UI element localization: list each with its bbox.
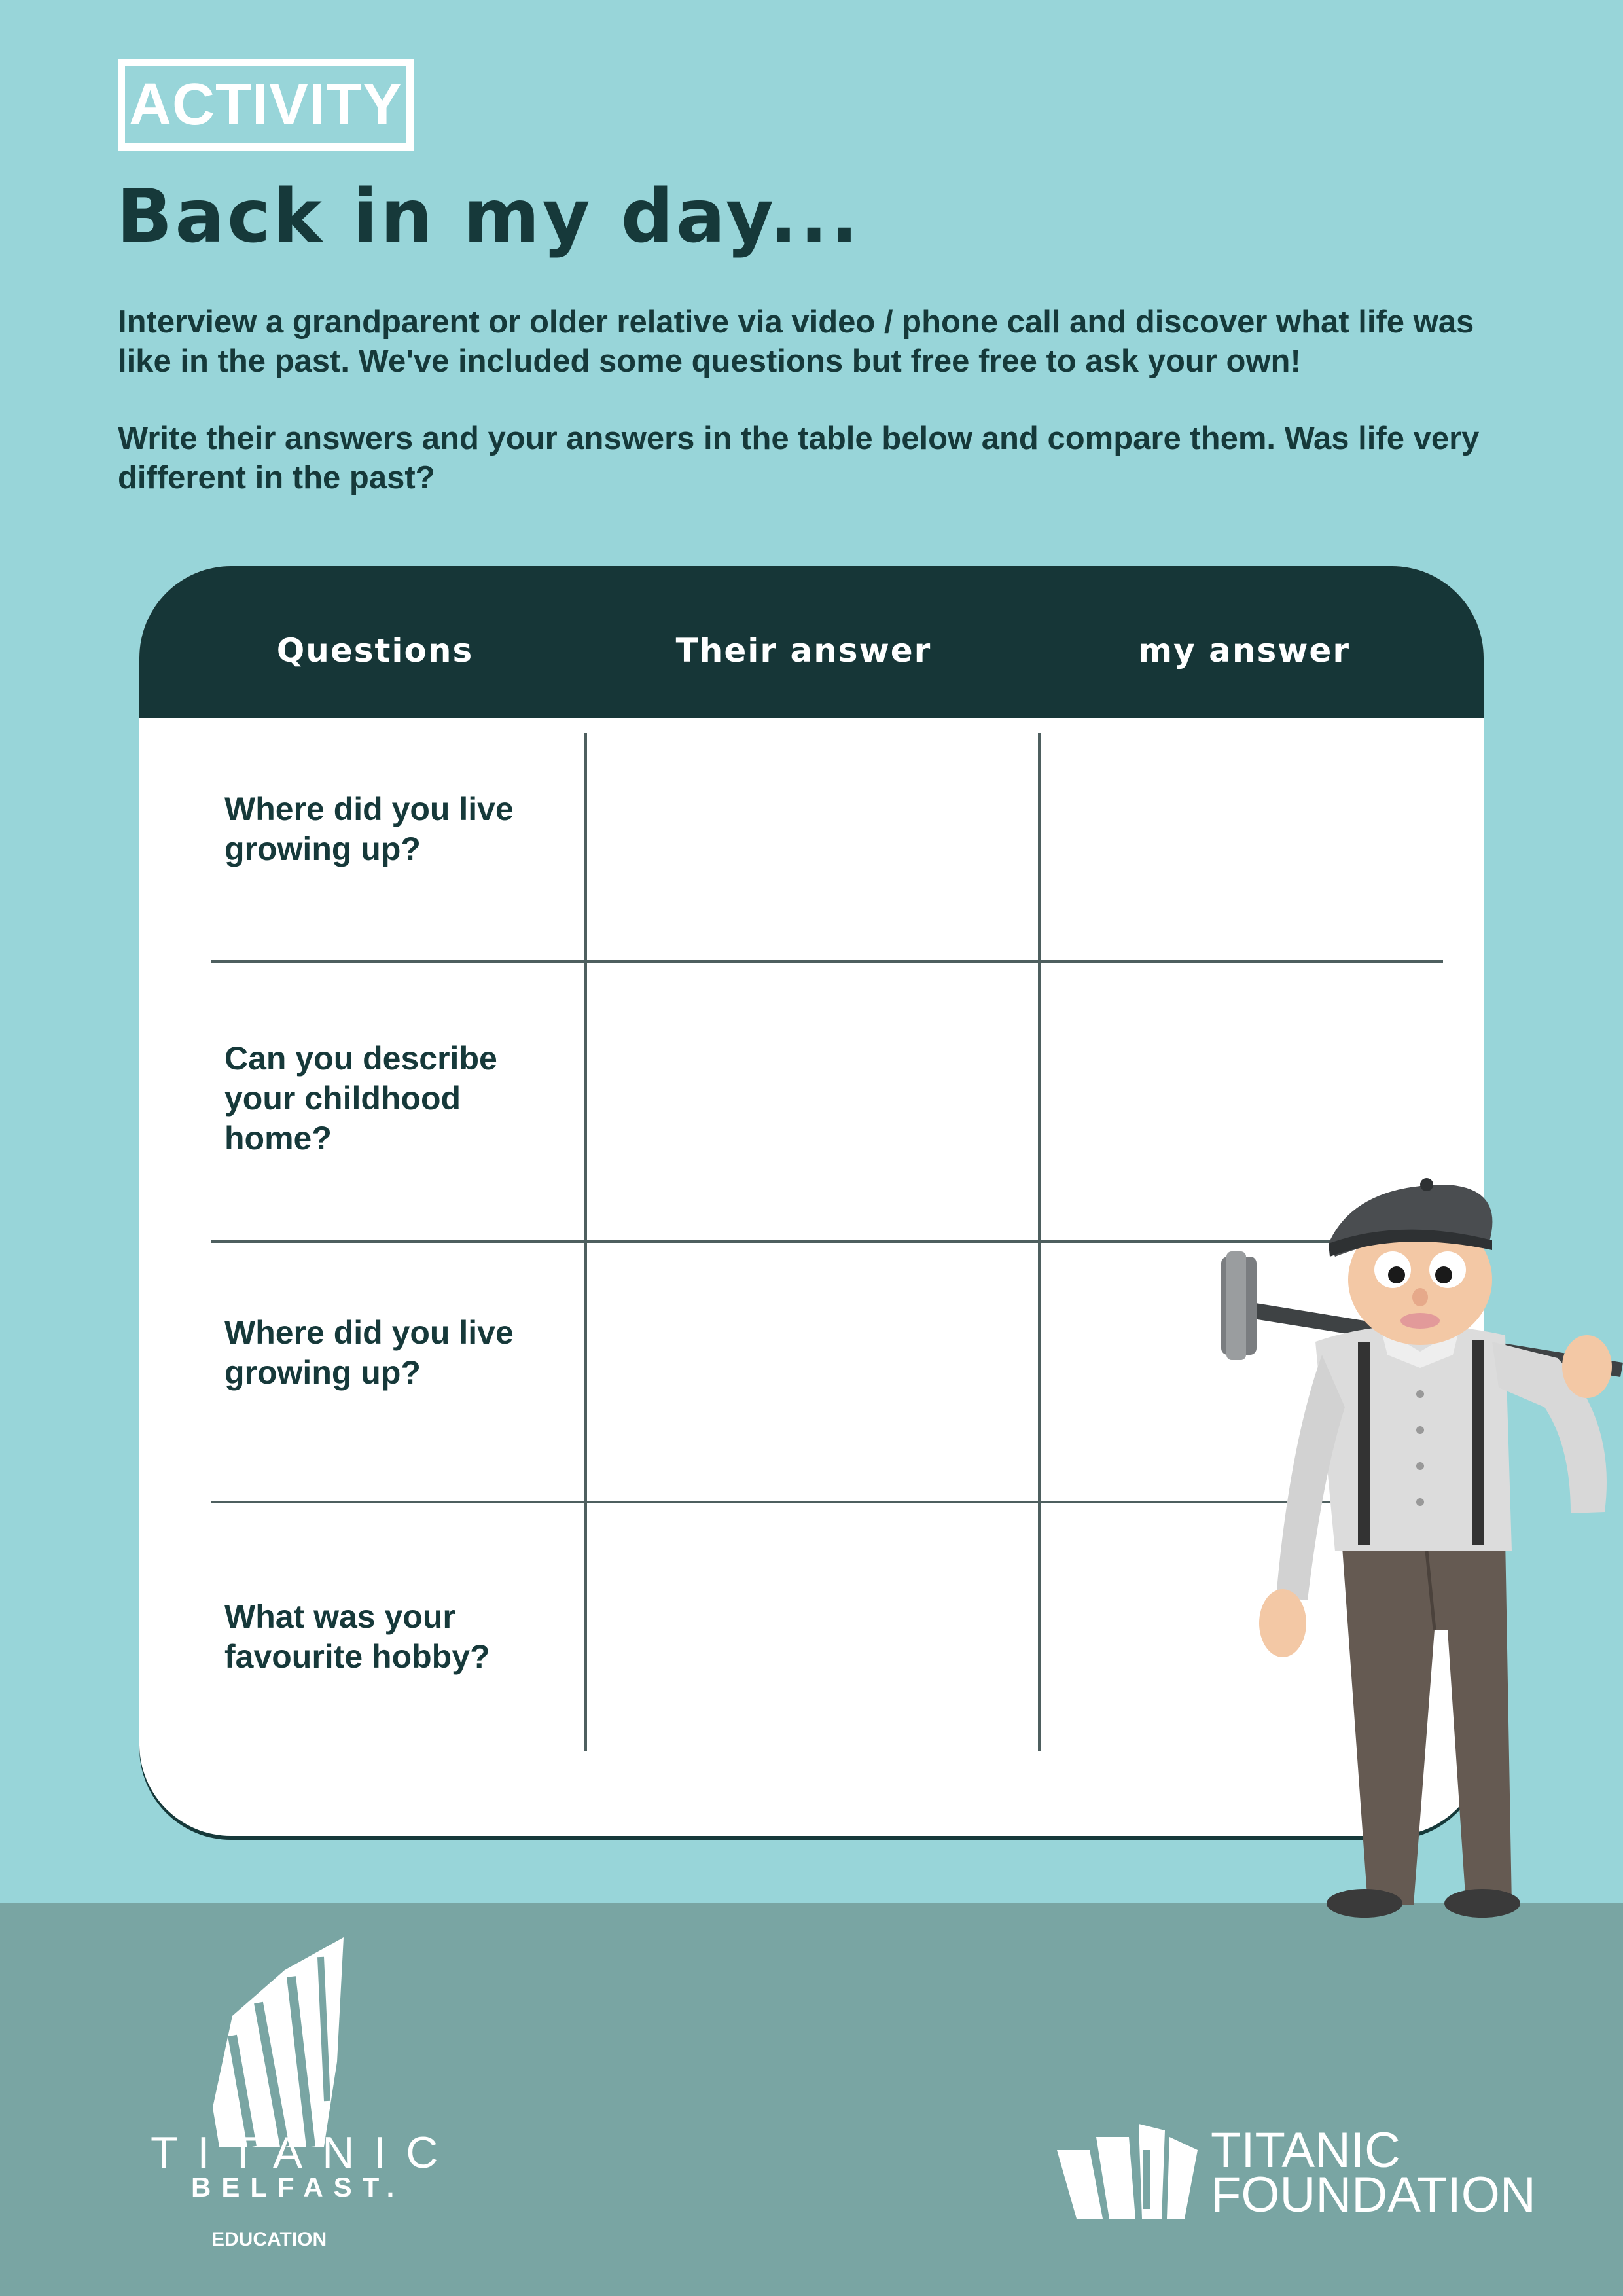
question-1: Where did you live growing up? — [224, 791, 514, 867]
titanic-foundation-wordmark-line1: TITANIC — [1211, 2123, 1400, 2178]
titanic-foundation-wordmark-line2: FOUNDATION — [1211, 2167, 1536, 2223]
intro-paragraph-2: Write their answers and your answers in the table below and compare them. Was life very different in the past? — [118, 421, 1480, 495]
their-answer-cell-2[interactable] — [589, 964, 1035, 1239]
question-3: Where did you live growing up? — [224, 1314, 514, 1391]
worker-character-illustration — [1204, 1172, 1623, 1918]
titanic-belfast-wordmark-line2: BELFAST. — [191, 2172, 405, 2202]
titanic-foundation-logo-mark — [1057, 2124, 1201, 2222]
page-title: Back in my day... — [116, 174, 861, 259]
header-my-answer: my answer — [1138, 632, 1350, 670]
their-answer-cell-1[interactable] — [589, 733, 1035, 959]
titanic-belfast-logo-mark — [206, 1937, 350, 2147]
titanic-belfast-wordmark-line1: TITANIC — [151, 2128, 458, 2178]
table-header — [139, 566, 1484, 718]
activity-badge: ACTIVITY — [118, 59, 414, 151]
header-questions: Questions — [276, 632, 474, 670]
row-divider-1 — [211, 960, 1443, 963]
question-2: Can you describe your childhood home? — [224, 1040, 497, 1157]
question-4: What was your favourite hobby? — [224, 1598, 490, 1675]
their-answer-cell-4[interactable] — [589, 1505, 1035, 1750]
their-answer-cell-3[interactable] — [589, 1244, 1035, 1499]
education-label: EDUCATION — [211, 2229, 327, 2250]
intro-paragraph-1: Interview a grandparent or older relative via video / phone call and discover what life was like in the past. We've included some questions but free free to ask your own! — [118, 304, 1474, 379]
header-their-answer: Their answer — [675, 632, 932, 670]
my-answer-cell-1[interactable] — [1043, 733, 1443, 959]
